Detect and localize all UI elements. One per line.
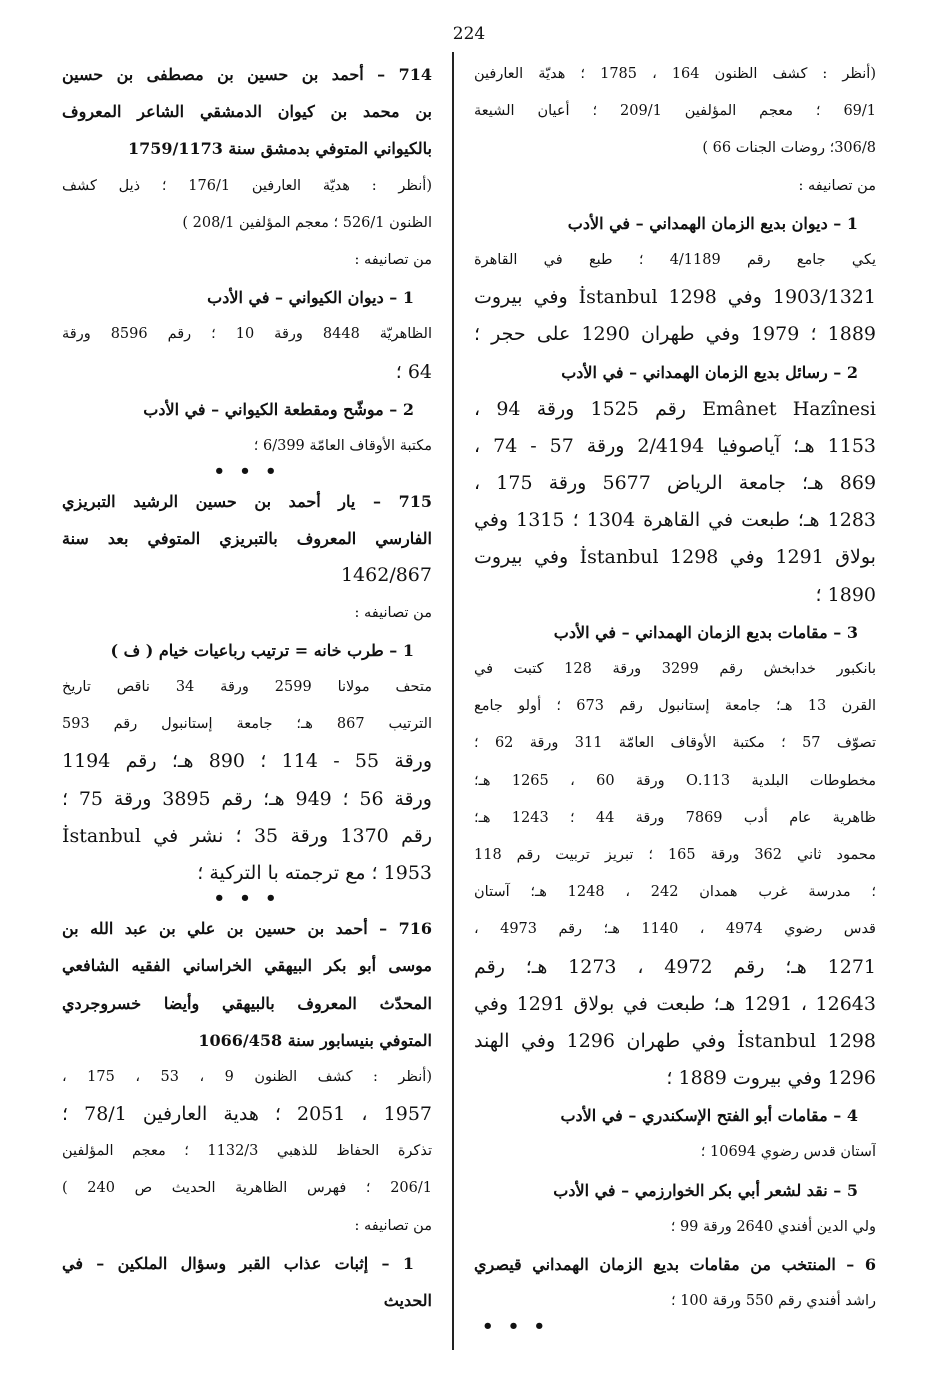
entry-separator: • • • [482,1316,550,1338]
text-line: 1957 ، 2051 ؛ هدية العارفين 78/1 ؛ [62,1103,432,1126]
text-line: 64 ؛ [395,360,432,383]
text-line: 306/8؛ روضات الجنات 66 ) [702,140,876,157]
text-line: 714 – أحمد بن حسين بن مصطفى بن حسين [62,65,432,84]
text-line: من تصانيفه : [354,1217,432,1234]
text-line: (أنظر : كشف الظنون 164 ، 1785 ؛ هديّة العارفين [474,66,876,82]
text-line: بن محمد بن كيوان الدمشقي الشاعر المعروف [62,102,432,122]
text-line: 1296 وفي بيروت 1889 ؛ [666,1067,876,1090]
text-line: مخطوطات البلدية 113.O ورقة 60 ، 1265 هـ؛ [474,772,876,789]
text-line: 1903/1321 وفي İstanbul 1298 وفي بيروت [474,286,876,309]
text-line: 1 – ديوان الكيواني – في الأدب [207,288,414,308]
text-line: 715 – يار أحمد بن حسين الرشيد التبريزي [62,492,432,512]
text-line: 1283 هـ؛ طبعت في القاهرة 1304 ؛ 1315 وفي [474,509,876,532]
text-line: الترتيب 867 هـ؛ جامعة إستانبول رقم 593 [62,716,432,733]
text-line: بولاق 1291 وفي İstanbul 1298 وفي بيروت [474,546,876,569]
column-divider [452,52,454,1350]
text-line: 1462/867 [340,564,432,587]
text-line: متحف مولانا 2599 ورقة 34 ناقص تاريخ [62,679,432,695]
text-line: تصوّف 57 ؛ مكتبة الأوقاف العامّة 311 ورقة 62 ؛ [474,735,876,752]
text-line: بالكيواني المتوفي بدمشق سنة 1759/1173 [127,139,432,159]
text-line: 2 – موشّح ومقطعة الكيواني – في الأدب [143,399,414,419]
text-line: 206/1 ؛ فهرس الظاهرية الحديث ص 240 ) [62,1180,432,1197]
text-line: من تصانيفه : [354,604,432,621]
text-line: 716 – أحمد بن حسين بن علي بن عبد الله بن [62,919,432,939]
text-line: ولي الدين أفندي 2640 ورقة 99 ؛ [670,1218,876,1235]
text-line: 3 – مقامات بديع الزمان الهمداني – في الأدب [553,622,858,642]
text-line: يكي جامع رقم 4/1189 ؛ طبع في القاهرة [474,251,876,268]
text-line: (أنظر : كشف الظنون 9 ، 53 ، 175 ، [62,1068,432,1085]
text-line: الفارسي المعروف بالتبريزي المتوفي بعد سنة [62,529,432,549]
text-line: المحدّث المعروف بالبيهقي وأيضا خسروجردي [62,993,432,1013]
text-line: 12643 ، 1291 هـ؛ طبعت في بولاق 1291 وفي [474,992,876,1015]
text-line: من تصانيفه : [798,177,876,194]
left-column [62,56,432,1319]
text-line: 869 هـ؛ جامعة الرياض 5677 ورقة 175 ، [474,472,876,495]
text-line: 6 – المنتخب من مقامات بديع الزمان الهمداني قيصري [474,1255,876,1274]
text-line: 1 – طرب خانه = ترتيب رباعيات خيام ( ف ) [110,640,414,660]
text-line: رقم 1370 ورقة 35 ؛ نشر في İstanbul [62,824,432,847]
text-line: راشد أفندي رقم 550 ورقة 100 ؛ [670,1293,876,1310]
text-line: 1889 ؛ 1979 وفي طهران 1290 على حجر ؛ [474,323,876,346]
text-line: 2 – رسائل بديع الزمان الهمداني – في الأدب [561,362,858,382]
text-line: 69/1 ؛ معجم المؤلفين 209/1 ؛ أعيان الشيعة [474,103,876,120]
text-line: تذكرة الحفاظ للذهبي 1132/3 ؛ معجم المؤلفين [62,1143,432,1160]
text-line: ورقة 56 ؛ 949 هـ؛ رقم 3895 ورقة 75 ؛ [62,787,432,810]
text-line: موسى أبو بكر البيهقي الخراساني الفقيه الشافعي [62,956,432,976]
entry-separator: • • • [213,888,281,910]
text-line: 1153 هـ؛ آياصوفيا 2/4194 ورقة 57 - 74 ، [474,434,876,457]
text-line: الحديث [383,1291,432,1310]
entry-block [62,56,432,483]
text-line: من تصانيفه : [354,251,432,268]
text-line: 5 – نقد لشعر أبي بكر الخوارزمي – في الأدب [553,1180,858,1200]
text-line: Emânet Hazînesi رقم 1525 ورقة 94 ، [474,397,876,420]
text-line: ظاهرية عام أدب 7869 ورقة 44 ؛ 1243 هـ؛ [474,809,876,826]
text-line: 1890 ؛ [815,583,876,606]
text-line: 1953 ؛ مع ترجمته با التركية ؛ [197,861,432,884]
text-line: آستان قدس رضوي 10694 ؛ [700,1144,876,1161]
text-line: (أنظر : هديّة العارفين 176/1 ؛ ذيل كشف [62,177,432,194]
text-line: ورقة 55 - 114 ؛ 890 هـ؛ رقم 1194 [62,750,432,773]
page-number: 224 [452,24,486,44]
entry-block [62,910,432,1319]
text-line: 1 – ديوان بديع الزمان الهمداني – في الأدب [567,213,858,233]
entry-separator: • • • [213,461,281,483]
text-line: قدس رضوي 4974 ، 1140 هـ؛ رقم 4973 ، [474,921,876,938]
text-line: 1 – إثبات عذاب القبر وسؤال الملكين – في [62,1253,414,1273]
text-line: بانكبور خدابخش رقم 3299 ورقة 128 كتبت في [474,661,876,677]
text-line: 1271 هـ؛ رقم 4972 ، 1273 هـ؛ رقم [474,955,876,978]
text-line: القرن 13 هـ؛ جامعة إستانبول رقم 673 ؛ أولو جامع [474,698,876,715]
right-column [474,56,876,1338]
text-line: مكتبة الأوقاف العامّة 6/399 ؛ [253,437,432,454]
text-line: ؛ مدرسة غرب همدان 242 ، 1248 هـ؛ آستان [474,884,876,901]
text-line: محمود ثاني 362 ورقة 165 ؛ تبريز تربيت رقم 118 [474,846,876,863]
entry-block [62,483,432,910]
text-line: الظاهريّة 8448 ورقة 10 ؛ رقم 8596 ورقة [62,326,432,343]
text-line: İstanbul 1298 وفي طهران 1296 وفي الهند [474,1029,876,1052]
text-line: المتوفي بنيسابور سنة 1066/458 [198,1030,432,1050]
text-line: الظنون 526/1 ؛ معجم المؤلفين 208/1 ) [182,214,432,231]
text-line: 4 – مقامات أبو الفتح الإسكندري – في الأدب [560,1106,858,1126]
